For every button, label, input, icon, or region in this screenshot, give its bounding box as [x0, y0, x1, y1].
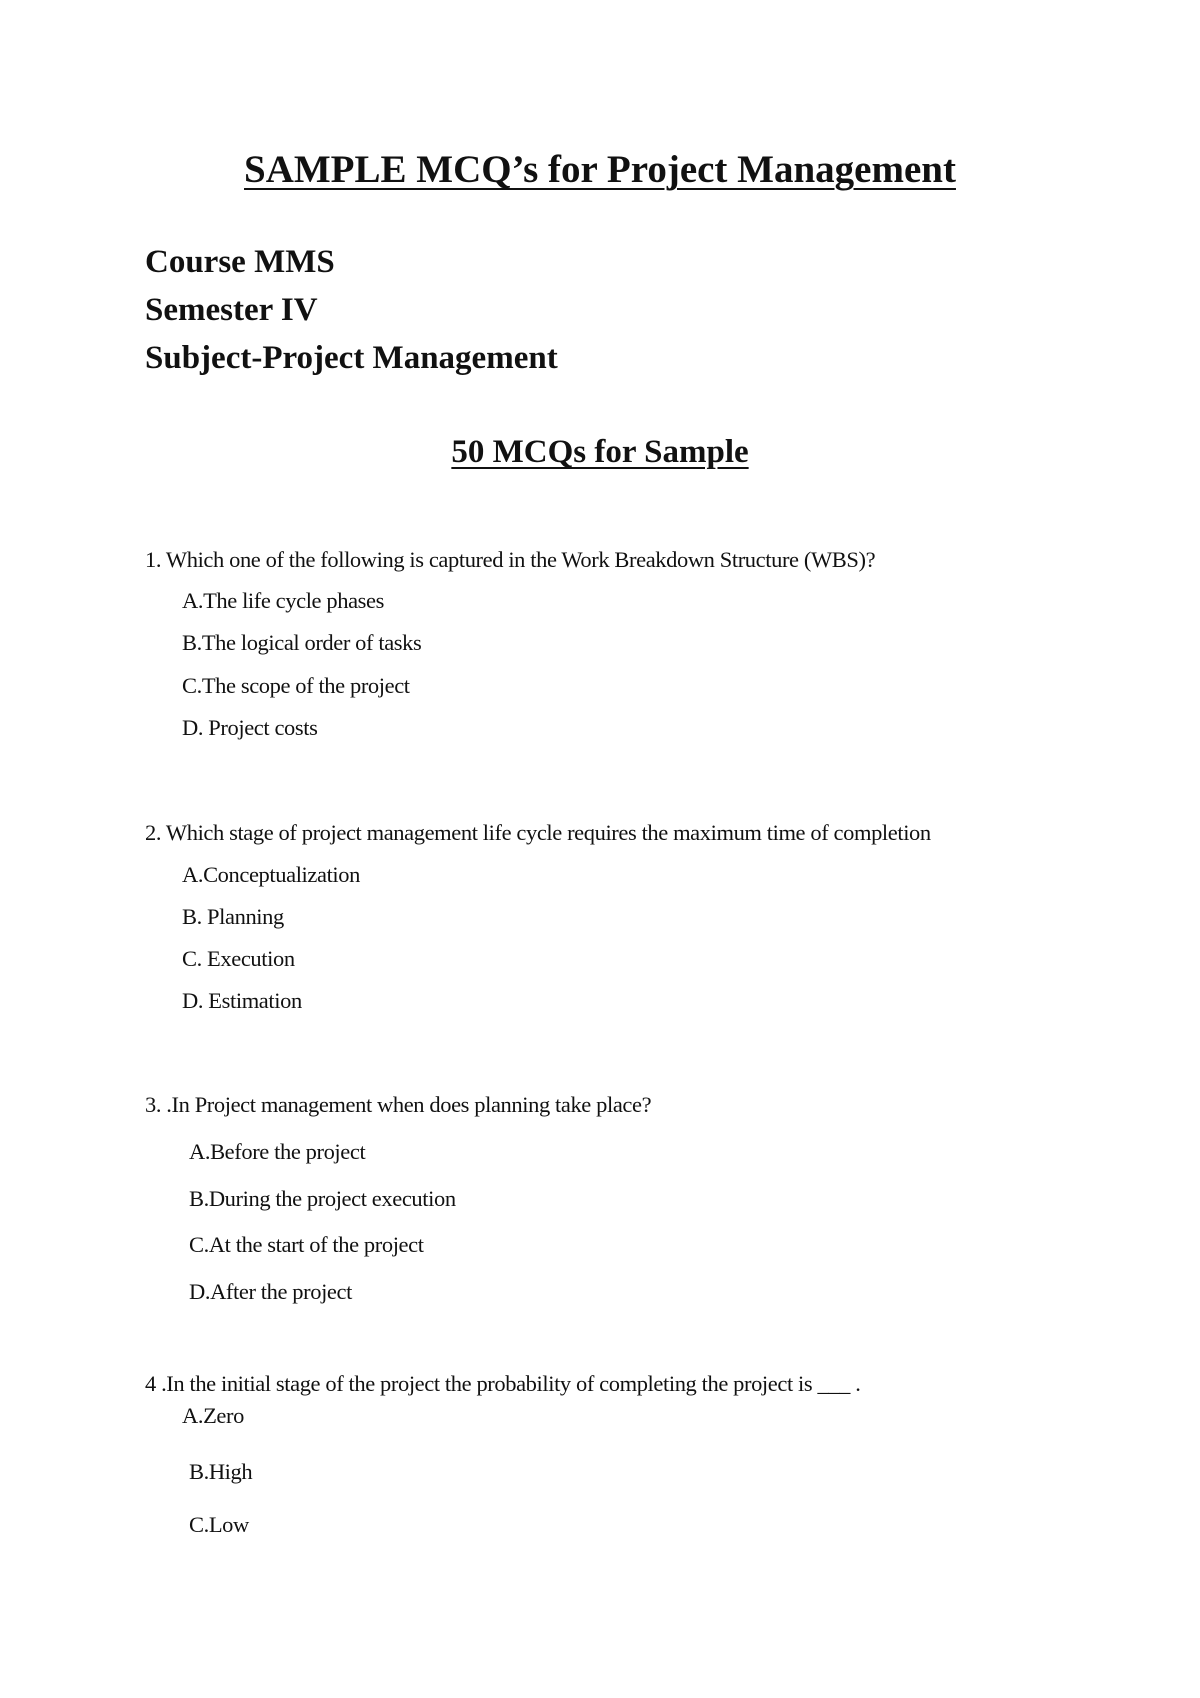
- question-3: 3. .In Project management when does planning take place?: [145, 1092, 652, 1117]
- question-2-option-b: B. Planning: [182, 904, 284, 929]
- question-1-option-c: C.The scope of the project: [182, 673, 410, 698]
- course-line: Course MMS: [145, 244, 335, 280]
- document-title: SAMPLE MCQ’s for Project Management: [244, 148, 956, 191]
- question-4-option-b: B.High: [189, 1459, 253, 1484]
- question-4-option-a: A.Zero: [182, 1403, 244, 1428]
- question-2-option-a: A.Conceptualization: [182, 862, 360, 887]
- question-1: 1. Which one of the following is captured in the Work Breakdown Structure (WBS)?: [145, 547, 876, 572]
- question-2: 2. Which stage of project management life cycle requires the maximum time of completion: [145, 820, 931, 845]
- semester-line: Semester IV: [145, 292, 318, 328]
- question-3-option-d: D.After the project: [189, 1279, 352, 1304]
- question-1-option-d: D. Project costs: [182, 715, 318, 740]
- question-3-option-a: A.Before the project: [189, 1139, 366, 1164]
- question-3-option-c: C.At the start of the project: [189, 1232, 424, 1257]
- question-2-option-d: D. Estimation: [182, 988, 302, 1013]
- question-4-option-c: C.Low: [189, 1512, 249, 1537]
- subject-line: Subject-Project Management: [145, 340, 558, 376]
- section-title: 50 MCQs for Sample: [451, 434, 749, 470]
- question-1-option-a: A.The life cycle phases: [182, 588, 384, 613]
- question-3-option-b: B.During the project execution: [189, 1186, 456, 1211]
- question-4: 4 .In the initial stage of the project the probability of completing the project is ___ .: [145, 1371, 861, 1396]
- question-1-option-b: B.The logical order of tasks: [182, 630, 422, 655]
- question-2-option-c: C. Execution: [182, 946, 295, 971]
